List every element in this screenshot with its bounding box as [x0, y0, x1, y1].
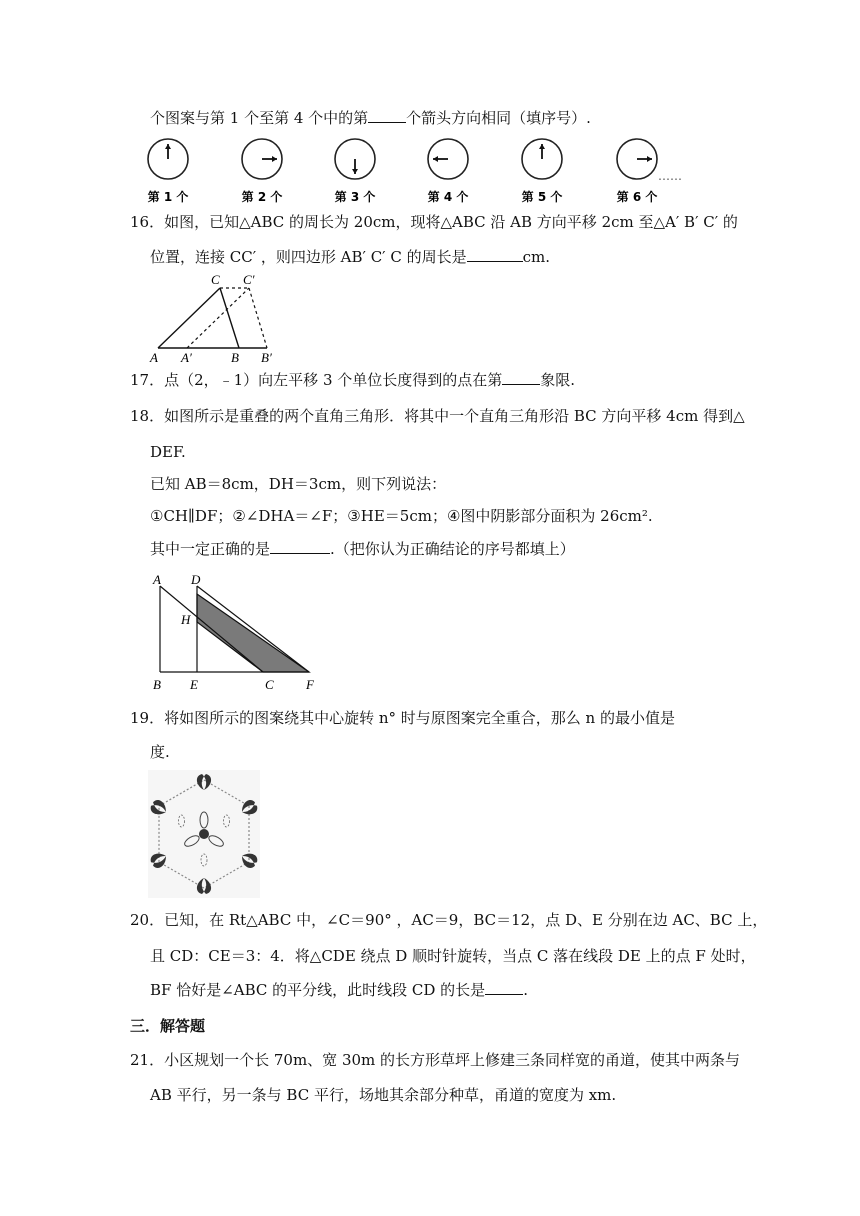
q17-text-a: 点（2，﹣1）向左平移 3 个单位长度得到的点在第 [164, 371, 503, 389]
q15-blank[interactable] [368, 108, 406, 123]
q18-label-b: B [153, 677, 161, 692]
q18-label-f: F [306, 677, 314, 692]
q16-unit: cm. [522, 248, 550, 266]
q17-number: 17． [130, 371, 165, 389]
q18-line1 [130, 406, 745, 426]
q16-text2: 位置，连接 CC′ ，则四边形 AB′ C′ C 的周长是 [150, 248, 467, 266]
q20-line2: 且 CD：CE＝3：4．将△CDE 绕点 D 顺时针旋转，当点 C 落在线段 DE 上的点 F 处时， [150, 947, 756, 965]
q21-text1: 小区规划一个长 70m、宽 30m 的长方形草坪上修建三条同样宽的甬道，使其中两条与 [164, 1051, 741, 1069]
clock-5 [522, 139, 563, 204]
q16-side-c2b2 [249, 288, 267, 348]
q15-clock-figure [140, 135, 685, 207]
q21-number: 21． [130, 1051, 165, 1069]
continuation-dots: …… [658, 169, 682, 183]
section-title: 三．解答题 [130, 1017, 206, 1035]
q16-label-b: B [231, 350, 239, 365]
q16-side-cb [220, 288, 239, 348]
q18-line4: ①CH∥DF；②∠DHA＝∠F；③HE＝5cm；④图中阴影部分面积为 26cm². [150, 507, 653, 525]
q18-label-h: H [181, 612, 191, 627]
q19-line1 [130, 708, 675, 728]
q16-label-c2: C′ [243, 272, 255, 287]
q16-side-ac [158, 288, 220, 348]
q19-rotation-pattern-figure [148, 770, 260, 898]
q18-text1: 如图所示是重叠的两个直角三角形．将其中一个直角三角形沿 BC 方向平移 4cm 得到△ [164, 407, 745, 425]
q18-line5 [150, 539, 575, 559]
q16-line2 [150, 247, 550, 267]
q21-line2: AB 平行，另一条与 BC 平行，场地其余部分种草，甬道的宽度为 xm. [150, 1086, 617, 1104]
q15-text [150, 108, 591, 128]
q18-line2: DEF. [150, 443, 186, 461]
q16-text1: 如图，已知△ABC 的周长为 20cm，现将△ABC 沿 AB 方向平移 2cm 至△A′ B′ C′ 的 [164, 213, 738, 231]
clock-1 [148, 139, 189, 204]
q20-number: 20． [130, 911, 165, 929]
q16-line1 [130, 212, 738, 232]
q18-label-c: C [265, 677, 274, 692]
q20-line1 [130, 910, 767, 930]
q16-label-b2: B′ [261, 350, 272, 365]
q18-text5b: .（把你认为正确结论的序号都填上） [330, 540, 575, 558]
q20-text3b: . [523, 981, 528, 999]
q19-number: 19． [130, 709, 165, 727]
q18-label-e: E [190, 677, 198, 692]
q19-line2: 度. [150, 743, 170, 761]
clock-label: 第 1 个 [147, 190, 189, 204]
q21-line1 [130, 1050, 740, 1070]
q20-blank[interactable] [485, 980, 523, 995]
q15-text-a: 个图案与第 1 个至第 4 个中的第 [150, 109, 369, 127]
q17-text-b: 象限. [540, 371, 576, 389]
clock-4 [428, 139, 469, 204]
q17-blank[interactable] [502, 370, 540, 385]
q20-text3a: BF 恰好是∠ABC 的平分线，此时线段 CD 的长是 [150, 981, 486, 999]
q16-number: 16． [130, 213, 165, 231]
q18-number: 18． [130, 407, 165, 425]
q18-label-a: A [153, 572, 161, 587]
q16-label-c: C [211, 272, 220, 287]
clock-6 [617, 139, 658, 204]
clock-label: 第 6 个 [616, 190, 658, 204]
q18-label-d: D [191, 572, 201, 587]
q19-text1: 将如图所示的图案绕其中心旋转 n° 时与原图案完全重合，那么 n 的最小值是 [164, 709, 675, 727]
q19-center [199, 829, 209, 839]
clock-label: 第 3 个 [334, 190, 376, 204]
q15-text-b: 个箭头方向相同（填序号）. [406, 109, 591, 127]
clock-label: 第 2 个 [241, 190, 283, 204]
q18-triangles-figure [145, 570, 330, 694]
clock-label: 第 5 个 [521, 190, 563, 204]
q16-label-a2: A′ [181, 350, 192, 365]
q16-side-a2c2 [187, 288, 249, 348]
q18-shaded-region [197, 594, 309, 672]
q18-blank[interactable] [270, 539, 330, 554]
q18-text5a: 其中一定正确的是 [150, 540, 271, 558]
q16-blank[interactable] [467, 247, 523, 262]
q18-line3: 已知 AB＝8cm，DH＝3cm，则下列说法： [150, 475, 447, 493]
q20-line3 [150, 980, 528, 1000]
q16-triangle-figure [145, 270, 285, 366]
clock-3 [335, 139, 376, 204]
q17-line [130, 370, 575, 390]
q16-label-a: A [150, 350, 158, 365]
clock-label: 第 4 个 [427, 190, 469, 204]
clock-2 [242, 139, 283, 204]
q20-text1: 已知，在 Rt△ABC 中，∠C＝90° ，AC＝9，BC＝12，点 D、E 分别在边 AC、BC 上， [164, 911, 768, 929]
